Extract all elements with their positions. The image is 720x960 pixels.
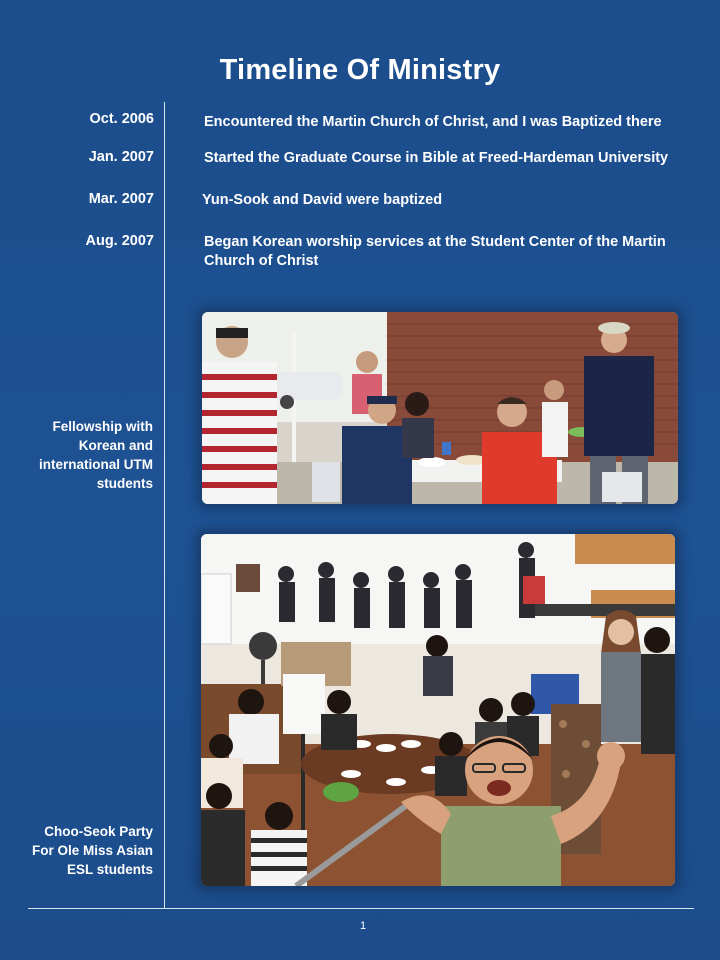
timeline-date-4: Aug. 2007 [85, 233, 154, 249]
photo-caption-party: Choo-Seok Party For Ole Miss Asian ESL students [31, 824, 153, 877]
timeline-event-3: Yun-Sook and David were baptized [202, 192, 443, 208]
footer-divider [28, 908, 694, 909]
timeline-event-4: Began Korean worship services at the Student Center of the Martin Church of Christ [204, 234, 666, 269]
party-photo [201, 534, 675, 886]
timeline-vertical-divider [164, 102, 165, 908]
timeline-date-2: Jan. 2007 [88, 149, 154, 165]
page-title: Timeline Of Ministry [219, 54, 501, 86]
fellowship-photo [202, 312, 678, 504]
page-number: 1 [359, 920, 367, 932]
photo-caption-fellowship: Fellowship with Korean and international UTM students [39, 419, 153, 491]
timeline-date-1: Oct. 2006 [89, 111, 154, 127]
timeline-event-2: Started the Graduate Course in Bible at Freed-Hardeman University [204, 150, 669, 166]
timeline-event-1: Encountered the Martin Church of Christ, and I was Baptized there [204, 114, 662, 130]
timeline-date-3: Mar. 2007 [88, 191, 154, 207]
